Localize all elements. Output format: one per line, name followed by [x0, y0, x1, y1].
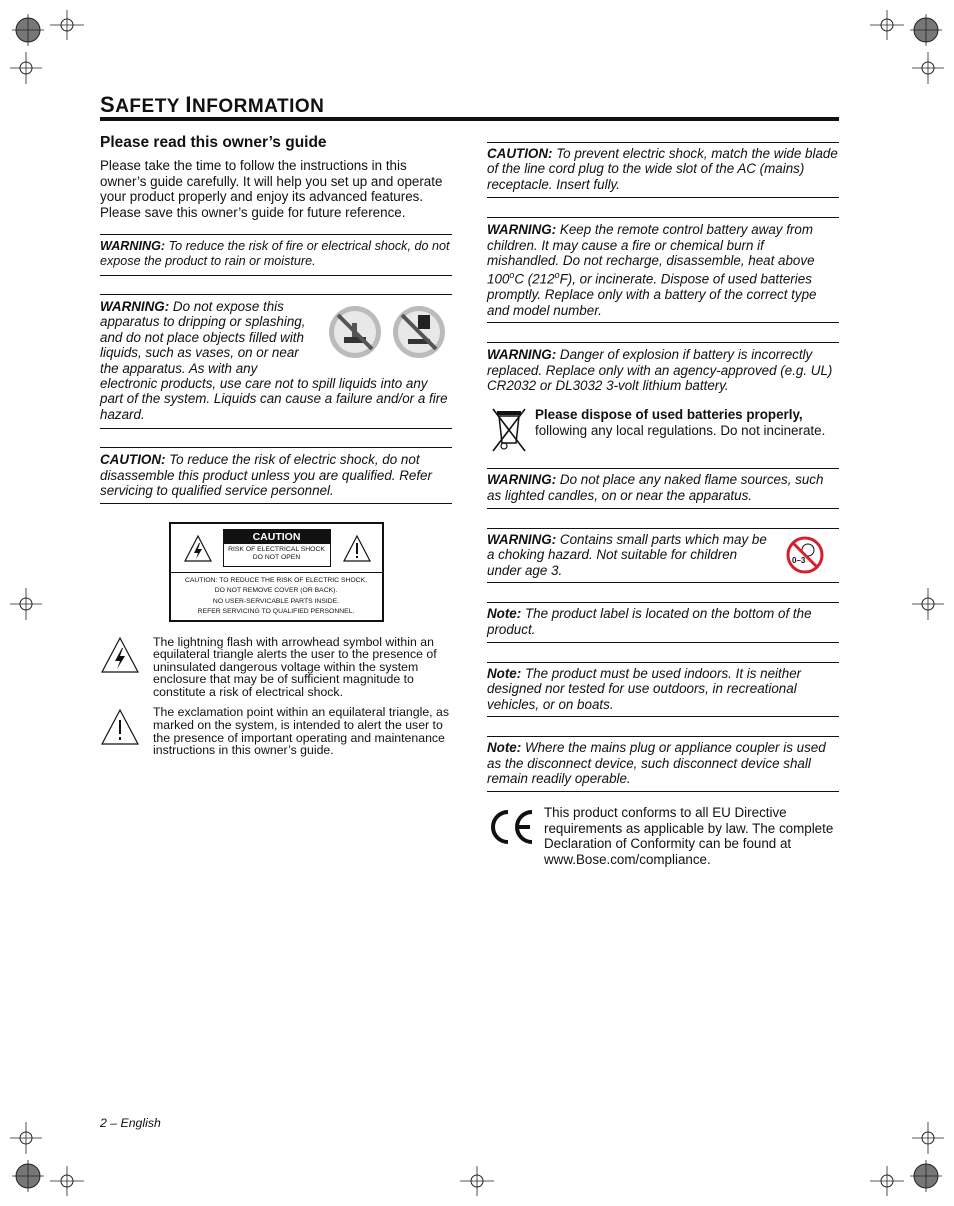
crosshair-mark-icon — [460, 1166, 494, 1196]
exclamation-triangle-icon — [100, 708, 140, 746]
lightning-triangle-icon — [100, 636, 140, 674]
right-column — [487, 142, 839, 867]
age-0-3-prohibited-icon — [785, 535, 825, 575]
crosshair-mark-icon — [912, 588, 944, 620]
crosshair-mark-icon — [50, 10, 84, 40]
note-label-location: Note: The product label is located on the bottom of the product. — [487, 602, 839, 643]
crosshair-mark-icon — [912, 1122, 944, 1154]
warning-label: WARNING: — [100, 239, 166, 254]
battery-disposal: Please dispose of used batteries properly, following any local regulations. Do not incinerate. — [487, 403, 839, 468]
registration-mark-icon — [908, 12, 944, 48]
title-rule — [100, 117, 839, 121]
no-container-icon — [390, 303, 448, 361]
warning-small-parts: 0–3 WARNING: Contains small parts which may be a choking hazard. Not suitable for children under age 3. — [487, 528, 839, 583]
left-column — [100, 135, 452, 757]
caution-label: CAUTION: — [487, 146, 553, 161]
registration-mark-icon — [908, 1158, 944, 1194]
svg-text:0–3: 0–3 — [792, 555, 806, 565]
crosshair-mark-icon — [10, 1122, 42, 1154]
crosshair-mark-icon — [912, 52, 944, 84]
warning-label: WARNING: — [487, 222, 557, 238]
no-vase-icon — [326, 303, 384, 361]
note-indoor-use: Note: The product must be used indoors. It is neither designed nor tested for use outdoors, in recreational vehicles, or on boats. — [487, 662, 839, 717]
warning-battery: WARNING: Keep the remote control battery away from children. It may cause a fire or chemical burn if mishandled. Do not recharge, disassemble, heat above 100$^o$C (212$^o$F), or incinerate. Dispose of used batteries promptly. Replace only with a battery of the correct type and model number. — [487, 217, 839, 323]
caution-plug: CAUTION: To prevent electric shock, match the wide blade of the line cord plug to the wide slot of the AC (mains) receptacle. Insert fully. — [487, 142, 839, 198]
warning-label: WARNING: — [487, 347, 557, 363]
warning-dripping: WARNING: Do not expose this apparatus to dripping or splashing, and do not place objects filled with liquids, such as vases, on or near the apparatus. As with any electronic products, use care not to spill liquids into any part of the system. Liquids can cause a failure and/or a fire hazard. — [100, 294, 452, 429]
warning-moisture: WARNING: To reduce the risk of fire or electrical shock, do not expose the product to rain or moisture. — [100, 234, 452, 276]
intro-paragraph: Please take the time to follow the instructions in this owner’s guide carefully. It will help you set up and operate your product properly and enjoy its advanced features. Please save this owner’s guide for future reference. — [100, 158, 443, 220]
lightning-explanation: The lightning flash with arrowhead symbol within an equilateral triangle alerts the user to the presence of uninsulated dangerous voltage within the system enclosure that may be of sufficient magnitude to constitute a risk of electrical shock. — [100, 636, 452, 699]
caution-label-graphic: CAUTION RISK OF ELECTRICAL SHOCK DO NOT OPEN CAUTION: TO REDUCE THE RISK OF ELECTRIC SHOCK, DO NOT REMOVE COVER (OR BACK). NO USER-SERVICABLE PARTS INSIDE. REFER SERVICING TO QUALIFIED PERSONNEL. — [169, 522, 384, 622]
ce-compliance: This product conforms to all EU Directive requirements as applicable by law. The complete Declaration of Conformity can be found at www.Bose.com/compliance. — [487, 792, 839, 867]
warning-explosion: WARNING: Danger of explosion if battery is incorrectly replaced. Replace only with an agency-approved (e.g. UL) CR2032 or DL3032 3-volt lithium battery. — [487, 342, 839, 403]
caution-tag: CAUTION RISK OF ELECTRICAL SHOCK DO NOT OPEN — [223, 529, 331, 567]
note-label: Note: — [487, 740, 522, 756]
crossed-bin-icon — [491, 405, 527, 453]
note-label: Note: — [487, 666, 522, 681]
page-title: SAFETY INFORMATION — [100, 92, 325, 117]
exclamation-explanation: The exclamation point within an equilateral triangle, as marked on the system, is intended to alert the user to the presence of important operating and maintenance instructions in this owner’s guide. — [100, 706, 452, 756]
registration-mark-icon — [10, 12, 46, 48]
caution-label: CAUTION: — [100, 452, 166, 468]
note-disconnect: Note: Where the mains plug or appliance coupler is used as the disconnect device, such disconnect device shall remain readily operable. — [487, 736, 839, 792]
warning-label: WARNING: — [487, 531, 557, 547]
page-footer: 2 – English — [100, 1116, 161, 1130]
crosshair-mark-icon — [870, 10, 904, 40]
no-liquids-icons — [324, 301, 452, 363]
section-heading: Please read this owner’s guide — [100, 134, 327, 151]
crosshair-mark-icon — [10, 52, 42, 84]
exclamation-triangle-icon — [342, 534, 372, 564]
lightning-triangle-icon — [183, 534, 213, 564]
warning-label: WARNING: — [100, 299, 170, 315]
caution-disassemble: CAUTION: To reduce the risk of electric shock, do not disassemble this product unless you are qualified. Refer servicing to qualified service personnel. — [100, 447, 452, 503]
warning-label: WARNING: — [487, 472, 557, 488]
crosshair-mark-icon — [870, 1166, 904, 1196]
registration-mark-icon — [10, 1158, 46, 1194]
note-label: Note: — [487, 606, 522, 622]
crosshair-mark-icon — [10, 588, 42, 620]
ce-mark-icon — [487, 808, 535, 846]
crosshair-mark-icon — [50, 1166, 84, 1196]
warning-flame: WARNING: Do not place any naked flame sources, such as lighted candles, on or near the apparatus. — [487, 468, 839, 509]
